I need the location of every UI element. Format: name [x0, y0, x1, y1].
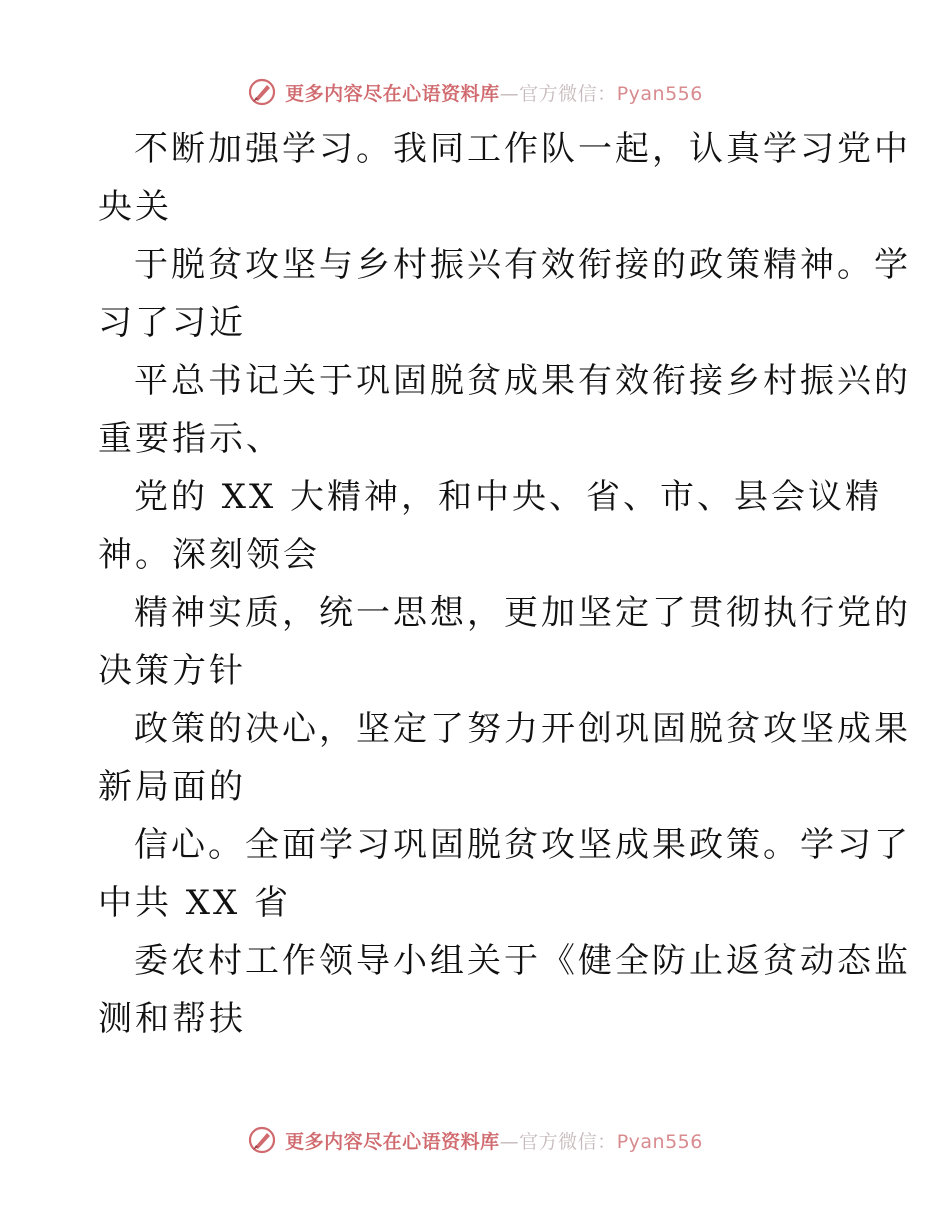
paragraph-line: 信心。全面学习巩固脱贫攻坚成果政策。学习了: [134, 825, 911, 865]
paragraph: [98, 932, 911, 1048]
header-watermark: [0, 72, 950, 112]
watermark-dash: —: [499, 1130, 520, 1153]
paragraph: [98, 816, 911, 932]
watermark-dash: —: [499, 82, 520, 105]
watermark-brand: 更多内容尽在心语资料库: [285, 1130, 500, 1153]
paragraph: [98, 700, 911, 816]
paragraph: [98, 584, 911, 700]
paragraph-line: 新局面的: [98, 767, 246, 807]
paragraph-line: 党的 XX 大精神，和中央、省、市、县会议精: [134, 477, 883, 517]
watermark-text: [285, 79, 703, 106]
watermark-brand: 更多内容尽在心语资料库: [285, 82, 500, 105]
paragraph-line: 习了习近: [98, 303, 246, 343]
footer-watermark: [0, 1120, 950, 1160]
watermark-wechat-label: 官方微信：: [519, 1130, 617, 1153]
paragraph: [98, 468, 883, 584]
watermark-handle: Pyan556: [616, 82, 703, 105]
paragraph-line: 平总书记关于巩固脱贫成果有效衔接乡村振兴的: [134, 361, 911, 401]
watermark-text: [285, 1127, 703, 1154]
paragraph-line: 央关: [98, 187, 172, 227]
paragraph-line: 于脱贫攻坚与乡村振兴有效衔接的政策精神。学: [134, 245, 911, 285]
paragraph-line: 精神实质，统一思想，更加坚定了贯彻执行党的: [134, 593, 911, 633]
paragraph-line: 政策的决心，坚定了努力开创巩固脱贫攻坚成果: [134, 709, 911, 749]
paragraph-line: 不断加强学习。我同工作队一起，认真学习党中: [134, 129, 911, 169]
paragraph: [98, 120, 911, 236]
paragraph-line: 中共 XX 省: [98, 883, 292, 923]
paragraph: [98, 352, 911, 468]
quill-pen-logo-icon: [247, 77, 277, 107]
paragraph-line: 决策方针: [98, 651, 246, 691]
watermark-handle: Pyan556: [616, 1130, 703, 1153]
paragraph-line: 委农村工作领导小组关于《健全防止返贫动态监: [134, 941, 911, 981]
paragraph: [98, 236, 911, 352]
paragraph-line: 测和帮扶: [98, 999, 246, 1039]
watermark-wechat-label: 官方微信：: [519, 82, 617, 105]
paragraph-line: 重要指示、: [98, 419, 283, 459]
document-body: [98, 120, 911, 1048]
quill-pen-logo-icon: [247, 1125, 277, 1155]
paragraph-line: 神。深刻领会: [98, 535, 320, 575]
